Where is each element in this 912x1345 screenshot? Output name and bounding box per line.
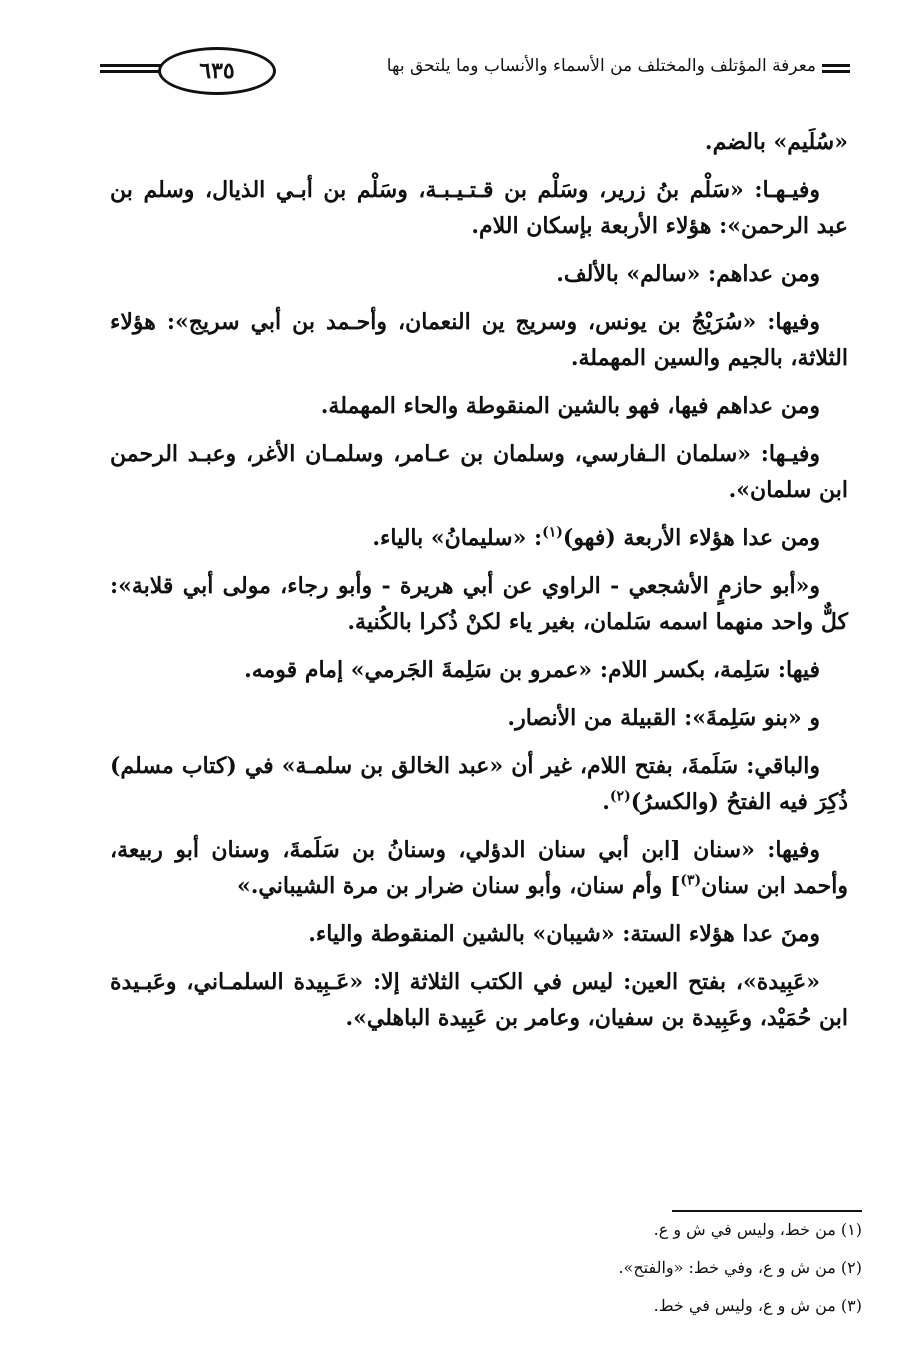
paragraph: و«أبو حازمٍ الأشجعي - الراوي عن أبي هريرة - وأبو رجاء، مولى أبي قلابة»: كلٌّ واحد منهما اسمه سَلمان، بغير ياء لكنْ ذُكرا بالكُنية. xyxy=(110,573,848,635)
paragraph-text: والباقي: سَلَمةَ، بفتح اللام، غير أن «عبد الخالق بن سلمـة» في (كتاب مسلم) ذُكِرَ فيه الفتحُ (والكسرُ) xyxy=(110,753,848,815)
paragraph: «سُلَيم» بالضم. xyxy=(704,129,848,155)
main-text xyxy=(110,124,848,1048)
paragraph: وفيها: «سُرَيْجُ بن يونس، وسريج ين النعمان، وأحـمد بن أبي سريج»: هؤلاء الثلاثة، بالجيم والسين المهملة. xyxy=(110,309,848,371)
footnote-2: (٢) من ش و ع، وفي خط: «والفتح». xyxy=(618,1258,862,1277)
punctuation: . xyxy=(602,789,610,815)
paragraph: ومن عداهم فيها، فهو بالشين المنقوطة والحاء المهملة. xyxy=(320,393,820,419)
paragraph xyxy=(110,832,848,904)
paragraph: «عَبِيدة»، بفتح العين: ليس في الكتب الثلاثة إلا: «عَـبِيدة السلمـاني، وعَبـيدة ابن حُمَيْد، وعَبِيدة بن سفيان، وعامر بن عَبِيدة الباهلي». xyxy=(110,969,848,1031)
paragraph-text: «سليمانُ» بالياء. xyxy=(372,525,527,551)
paragraph: ومن عداهم: «سالم» بالألف. xyxy=(556,261,820,287)
paragraph: فيها: سَلِمة، بكسر اللام: «عمرو بن سَلِمةَ الجَرمي» إمام قومه. xyxy=(244,657,820,683)
paragraph xyxy=(110,748,848,820)
punctuation: : xyxy=(534,525,543,551)
paragraph-text: وفيها: «سنان [ابن أبي سنان الدؤلي، وسنانُ بن سَلَمةَ، وسنان أبو ربيعة، وأحمد ابن سنان xyxy=(110,837,848,899)
footnote-ref-3: (٣) xyxy=(680,872,702,889)
page-number: ٦٣٥ xyxy=(158,47,276,95)
paragraph xyxy=(110,520,848,556)
page-header xyxy=(100,44,850,104)
paragraph: وفيـهـا: «سَلْم بنُ زرير، وسَلْم بن قـتـيـبـة، وسَلْم بن أبـي الذيال، وسلم بن عبد الرحمن»: هؤلاء الأربعة بإسكان اللام. xyxy=(110,177,848,239)
running-title: معرفة المؤتلف والمختلف من الأسماء والأنساب وما يلتحق بها xyxy=(386,56,816,76)
paragraph-text: ] وأم سنان، وأبو سنان ضرار بن مرة الشيباني.» xyxy=(236,873,681,899)
paragraph-text: ومن عدا هؤلاء الأربعة (فهو) xyxy=(562,525,820,551)
header-rule-right xyxy=(822,64,850,76)
footnote-ref-1: (١) xyxy=(542,524,563,541)
footnote-separator xyxy=(672,1210,862,1212)
footnote-ref-2: (٢) xyxy=(609,788,631,805)
footnote-3: (٣) من ش و ع، وليس في خط. xyxy=(653,1296,862,1315)
paragraph: ومنَ عدا هؤلاء الستة: «شيبان» بالشين المنقوطة والياء. xyxy=(308,921,820,947)
footnote-1: (١) من خط، وليس في ش و ع. xyxy=(653,1220,862,1239)
paragraph: وفيـها: «سلمان الـفارسي، وسلمان بن عـامر، وسلمـان الأغر، وعبـد الرحمن ابن سلمان». xyxy=(110,441,848,503)
paragraph: و «بنو سَلِمةَ»: القبيلة من الأنصار. xyxy=(507,705,820,731)
footnotes xyxy=(110,1220,862,1334)
